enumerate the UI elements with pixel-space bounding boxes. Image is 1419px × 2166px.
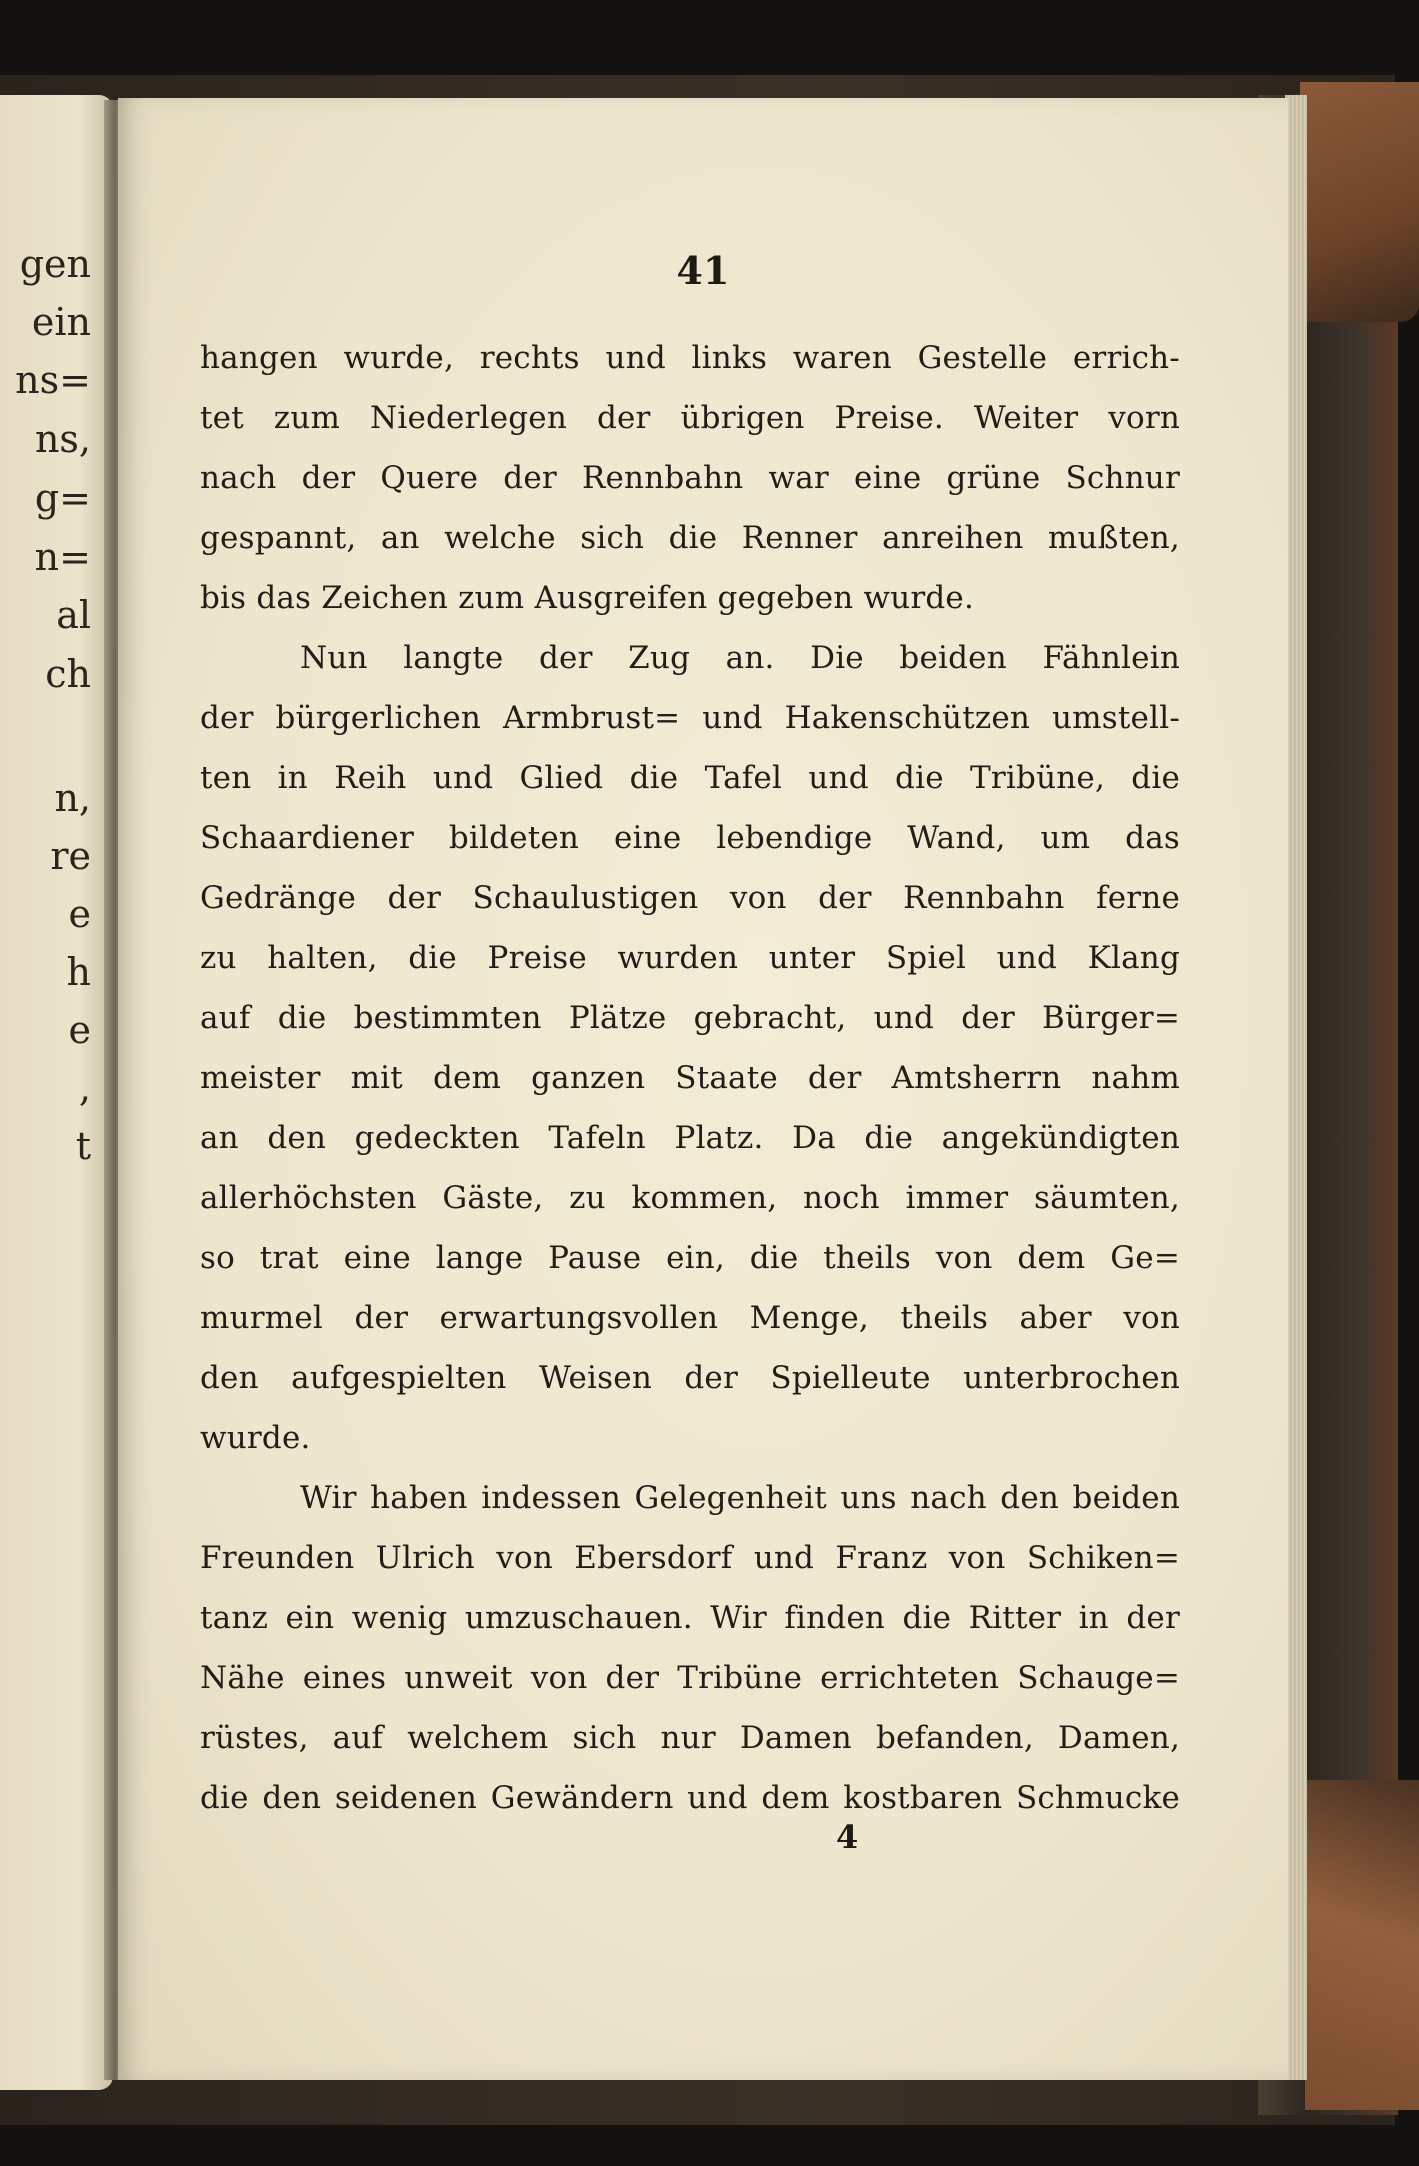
text-line: den aufgespielten Weisen der Spielleute unterbrochen [200, 1360, 1180, 1396]
left-page-fragment: ns, [34, 417, 91, 461]
text-line: tanz ein wenig umzuschauen. Wir finden die Ritter in der [200, 1600, 1180, 1636]
signature-mark: 4 [836, 1818, 859, 1856]
text-line: zu halten, die Preise wurden unter Spiel und Klang [200, 940, 1180, 976]
text-line: auf die bestimmten Plätze gebracht, und der Bürger= [200, 1000, 1180, 1036]
leather-corner-top [1300, 82, 1419, 322]
left-page-fragment: ein [31, 300, 91, 344]
leather-corner-bottom [1305, 1780, 1419, 2110]
text-line: Nun langte der Zug an. Die beiden Fähnlein [300, 640, 1180, 676]
left-page-fragment: t [75, 1124, 91, 1168]
text-line: hangen wurde, rechts und links waren Gestelle errich- [200, 340, 1180, 376]
left-page-fragment: ch [45, 652, 91, 696]
text-line: meister mit dem ganzen Staate der Amtsherrn nahm [200, 1060, 1180, 1096]
left-page-fragment: re [50, 834, 91, 878]
text-line: gespannt, an welche sich die Renner anreihen mußten, [200, 520, 1180, 556]
left-page-fragment: al [56, 593, 91, 637]
right-page [118, 98, 1288, 2080]
page-number: 41 [676, 248, 730, 293]
text-line: ten in Reih und Glied die Tafel und die Tribüne, die [200, 760, 1180, 796]
left-page-fragment: ns= [15, 358, 91, 402]
text-line: Freunden Ulrich von Ebersdorf und Franz von Schiken= [200, 1540, 1180, 1576]
left-page-fragment: g= [34, 476, 91, 520]
left-page [0, 95, 113, 2090]
text-line: Gedränge der Schaulustigen von der Rennbahn ferne [200, 880, 1180, 916]
text-line: bis das Zeichen zum Ausgreifen gegeben wurde. [200, 580, 975, 616]
left-page-fragment: n, [54, 776, 91, 820]
text-line: allerhöchsten Gäste, zu kommen, noch immer säumten, [200, 1180, 1180, 1216]
text-line: so trat eine lange Pause ein, die theils von dem Ge= [200, 1240, 1180, 1276]
text-line: rüstes, auf welchem sich nur Damen befanden, Damen, [200, 1720, 1180, 1756]
left-page-fragment: h [66, 950, 91, 994]
body-text [200, 328, 1180, 1828]
left-page-fragment: e [68, 1008, 91, 1052]
text-line: Nähe eines unweit von der Tribüne errichteten Schauge= [200, 1660, 1180, 1696]
text-line: tet zum Niederlegen der übrigen Preise. Weiter vorn [200, 400, 1180, 436]
text-line: wurde. [200, 1420, 311, 1456]
text-line: die den seidenen Gewändern und dem kostbaren Schmucke [200, 1780, 1180, 1816]
text-line: nach der Quere der Rennbahn war eine grüne Schnur [200, 460, 1180, 496]
text-line: an den gedeckten Tafeln Platz. Da die angekündigten [200, 1120, 1180, 1156]
text-line: Wir haben indessen Gelegenheit uns nach den beiden [300, 1480, 1180, 1516]
text-line: Schaardiener bildeten eine lebendige Wand, um das [200, 820, 1180, 856]
left-page-fragment: , [78, 1066, 91, 1110]
left-page-fragment: n= [34, 535, 91, 579]
text-line: der bürgerlichen Armbrust= und Hakenschützen umstell- [200, 700, 1180, 736]
left-page-fragment: e [68, 892, 91, 936]
left-page-fragment: gen [19, 242, 91, 286]
page-edges [1285, 95, 1307, 2080]
text-line: murmel der erwartungsvollen Menge, theils aber von [200, 1300, 1180, 1336]
